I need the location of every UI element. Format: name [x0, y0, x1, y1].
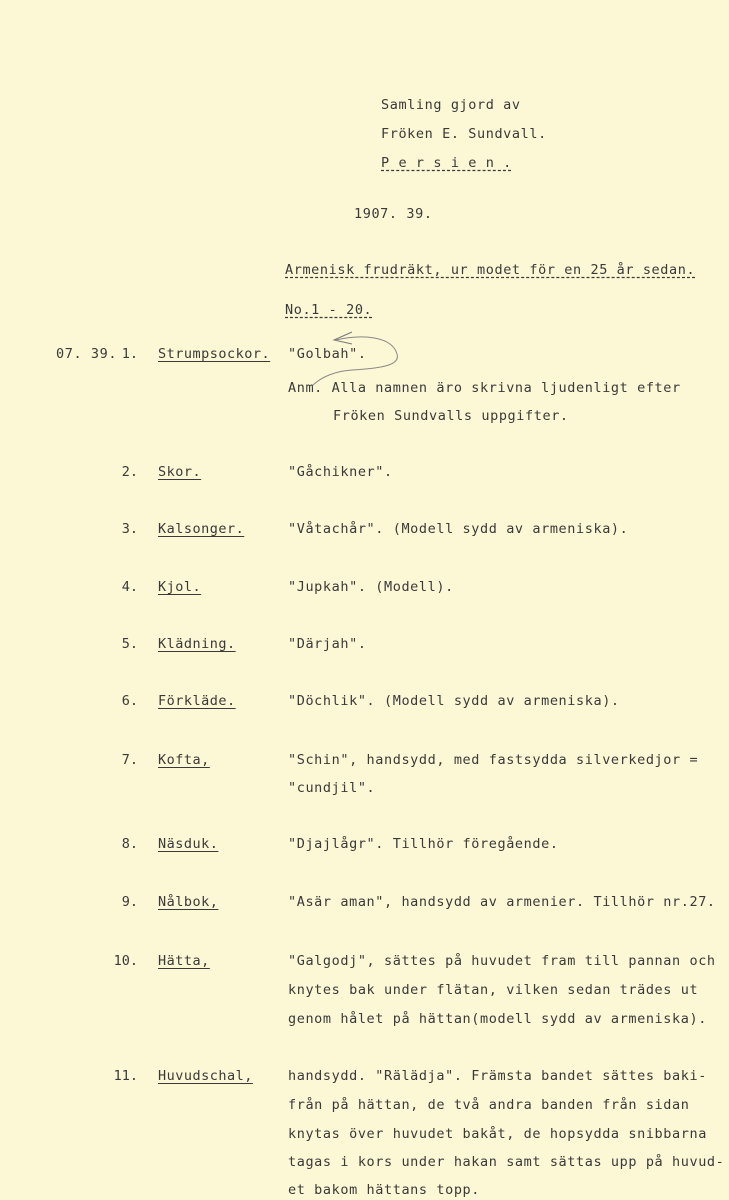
item-number: 5. — [121, 636, 138, 652]
item-desc-line: "Därjah". — [288, 636, 367, 652]
item-term: Skor. — [158, 464, 202, 480]
item-term: Hätta, — [158, 953, 210, 969]
item-term: Kjol. — [158, 579, 202, 595]
item-term: Kalsonger. — [158, 521, 245, 537]
item-number: 9. — [121, 894, 138, 910]
header-line-3: P e r s i e n . — [381, 155, 512, 171]
item-number: 6. — [121, 693, 138, 709]
item-desc-line: genom hålet på hättan(modell sydd av armeniska). — [288, 1011, 707, 1027]
item-desc-line: "Våtachår". (Modell sydd av armeniska). — [288, 521, 629, 537]
note-line-1: Anm. Alla namnen äro skrivna ljudenligt efter — [288, 380, 681, 396]
item-term: Strumpsockor. — [158, 346, 271, 362]
header-line-1: Samling gjord av — [381, 97, 521, 113]
item-number: 2. — [121, 464, 138, 480]
catalog-prefix: 07. 39. — [56, 346, 118, 362]
header-line-2: Fröken E. Sundvall. — [381, 126, 547, 142]
item-desc-line: et bakom hättans topp. — [288, 1182, 481, 1198]
item-desc-line: tagas i kors under hakan samt sättas upp på huvud- — [288, 1154, 725, 1170]
item-number: 1. — [121, 346, 138, 362]
item-number: 8. — [121, 836, 138, 852]
item-desc-line: "Golbah". — [288, 346, 367, 362]
item-term: Kofta, — [158, 752, 210, 768]
item-desc-line: knytas över huvudet bakåt, de hopsydda snibbarna — [288, 1126, 707, 1142]
item-desc-line: "Schin", handsydd, med fastsydda silverkedjor = — [288, 752, 699, 768]
item-desc-line: "Jupkah". (Modell). — [288, 579, 454, 595]
item-number: 10. — [113, 953, 138, 969]
item-term: Nålbok, — [158, 894, 219, 910]
item-number: 3. — [121, 521, 138, 537]
item-desc-line: "Galgodj", sättes på huvudet fram till pannan och — [288, 953, 716, 969]
item-number: 7. — [121, 752, 138, 768]
item-desc-line: "Asär aman", handsydd av armenier. Tillhör nr.27. — [288, 894, 716, 910]
item-desc-line: "cundjil". — [288, 780, 376, 796]
item-number: 11. — [113, 1068, 138, 1084]
item-desc-line: från på hättan, de två andra banden från sidan — [288, 1097, 690, 1113]
item-desc-line: knytes bak under flätan, vilken sedan trädes ut — [288, 982, 699, 998]
item-term: Klädning. — [158, 636, 236, 652]
item-term: Näsduk. — [158, 836, 219, 852]
item-term: Huvudschal, — [158, 1068, 253, 1084]
item-desc-line: "Djajlågr". Tillhör föregående. — [288, 836, 559, 852]
item-desc-line: "Döchlik". (Modell sydd av armeniska). — [288, 693, 620, 709]
note-line-2: Fröken Sundvalls uppgifter. — [333, 408, 569, 424]
item-term: Förkläde. — [158, 693, 236, 709]
item-number: 4. — [121, 579, 138, 595]
item-desc-line: handsydd. "Rälädja". Främsta bandet sättes baki- — [288, 1068, 707, 1084]
subtitle-line-1: Armenisk frudräkt, ur modet för en 25 år sedan. — [285, 262, 696, 278]
subtitle-line-2: No.1 - 20. — [285, 302, 373, 318]
header-line-4: 1907. 39. — [354, 206, 433, 222]
item-desc-line: "Gåchikner". — [288, 464, 393, 480]
